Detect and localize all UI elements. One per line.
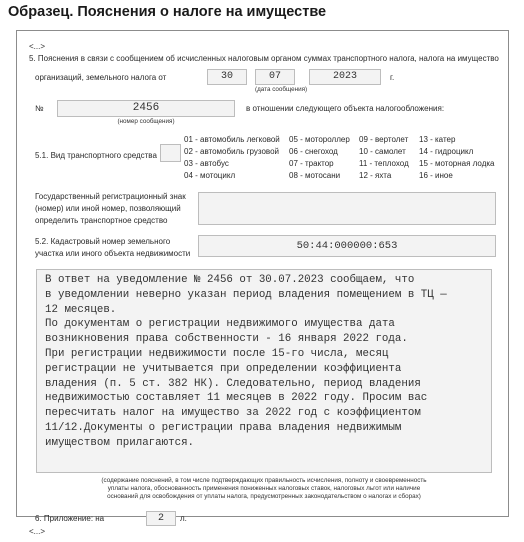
explanation-caption-1: (содержание пояснений, в том числе подтверждающих правильность исчисления, полноту и своевременность <box>101 477 427 484</box>
date-caption: (дата сообщения) <box>255 86 308 93</box>
explanation-text-area[interactable] <box>36 269 492 473</box>
vehicle-type-option: 07 - трактор <box>289 159 334 168</box>
date-year-field[interactable]: 2023 <box>309 69 381 85</box>
reg-sign-line3: определить транспортное средство <box>35 216 168 225</box>
vehicle-type-option: 16 - иное <box>419 171 453 180</box>
reg-sign-line1: Государственный регистрационный знак <box>35 192 186 201</box>
message-number-field[interactable]: 2456 <box>57 100 235 117</box>
reg-sign-field[interactable] <box>198 192 496 225</box>
cadastral-number-field[interactable]: 50:44:000000:653 <box>198 235 496 257</box>
vehicle-type-option: 04 - мотоцикл <box>184 171 236 180</box>
explanation-line: недвижимостью составляет 11 месяцев в 2022 году. Просим вас <box>45 392 428 405</box>
section5-line1: 5. Пояснения в связи с сообщением об исчисленных налоговым органом суммах транспортного налога, налога на имущество <box>29 54 499 63</box>
year-suffix: г. <box>390 73 395 82</box>
explanation-form <box>16 30 509 536</box>
vehicle-type-option: 10 - самолет <box>359 147 406 156</box>
vehicle-type-option: 14 - гидроцикл <box>419 147 474 156</box>
vehicle-type-option: 12 - яхта <box>359 171 392 180</box>
vehicle-type-option: 13 - катер <box>419 135 456 144</box>
explanation-line: регистрации не учитывается при определении коэффициента <box>45 362 402 375</box>
vehicle-type-option: 03 - автобус <box>184 159 229 168</box>
explanation-line: По документам о регистрации недвижимого имущества дата <box>45 318 395 331</box>
vehicle-type-option: 09 - вертолет <box>359 135 409 144</box>
vehicle-type-option: 06 - снегоход <box>289 147 338 156</box>
object-label: в отношении следующего объекта налогообложения: <box>246 104 445 113</box>
attachment-label: 6. Приложение: на <box>35 514 105 523</box>
explanation-caption-3: оснований для освобождения от уплаты налога, предусмотренных законодательством о налогах и сборах) <box>107 493 421 500</box>
explanation-line: 12 месяцев. <box>45 303 117 316</box>
attachment-pages-field[interactable]: 2 <box>146 511 176 526</box>
page-title: Образец. Пояснения о налоге на имуществе <box>8 4 327 20</box>
cadastral-label-line2: участка или иного объекта недвижимости <box>35 249 191 258</box>
section5-line2: организаций, земельного налога от <box>35 73 167 82</box>
date-month-field[interactable]: 07 <box>255 69 295 85</box>
vehicle-type-option: 08 - мотосани <box>289 171 341 180</box>
explanation-line: пересчитать налог на имущество за 2022 год с коэффициентом <box>45 407 421 420</box>
reg-sign-line2: (номер) или иной номер, позволяющий <box>35 204 181 213</box>
ellipsis-top: <...> <box>29 42 46 51</box>
explanation-line: в уведомлении неверно указан период владения помещением в ТЦ — <box>45 288 447 301</box>
vehicle-type-option: 02 - автомобиль грузовой <box>184 147 279 156</box>
ellipsis-bottom: <...> <box>29 527 46 536</box>
vehicle-type-option: 11 - теплоход <box>359 159 409 168</box>
explanation-line: имуществом прилагаются. <box>45 436 195 449</box>
attachment-suffix: л. <box>180 514 187 523</box>
explanation-line: В ответ на уведомление № 2456 от 30.07.2023 сообщаем, что <box>45 274 415 286</box>
number-caption: (номер сообщения) <box>117 118 175 125</box>
vehicle-type-option: 05 - мотороллер <box>289 135 350 144</box>
vehicle-type-field[interactable] <box>160 144 181 162</box>
cadastral-label-line1: 5.2. Кадастровый номер земельного <box>35 237 171 246</box>
number-label: № <box>35 104 44 113</box>
explanation-line: 11/12.Документы о регистрации права владения недвижимым <box>45 421 402 434</box>
explanation-caption-2: уплаты налога, обоснованность применения пониженных налоговых ставок, налоговых льгот или наличие <box>107 485 421 492</box>
vehicle-type-option: 15 - моторная лодка <box>419 159 495 168</box>
vehicle-type-label: 5.1. Вид транспортного средства <box>35 151 157 160</box>
date-day-field[interactable]: 30 <box>207 69 247 85</box>
explanation-line: При регистрации недвижимости после 15-го числа, месяц <box>45 347 389 360</box>
explanation-line: возникновения права собственности - 16 января 2022 года. <box>45 333 408 346</box>
explanation-line: владения (п. 5 ст. 382 НК). Следовательно, период владения <box>45 377 421 390</box>
vehicle-type-option: 01 - автомобиль легковой <box>184 135 280 144</box>
